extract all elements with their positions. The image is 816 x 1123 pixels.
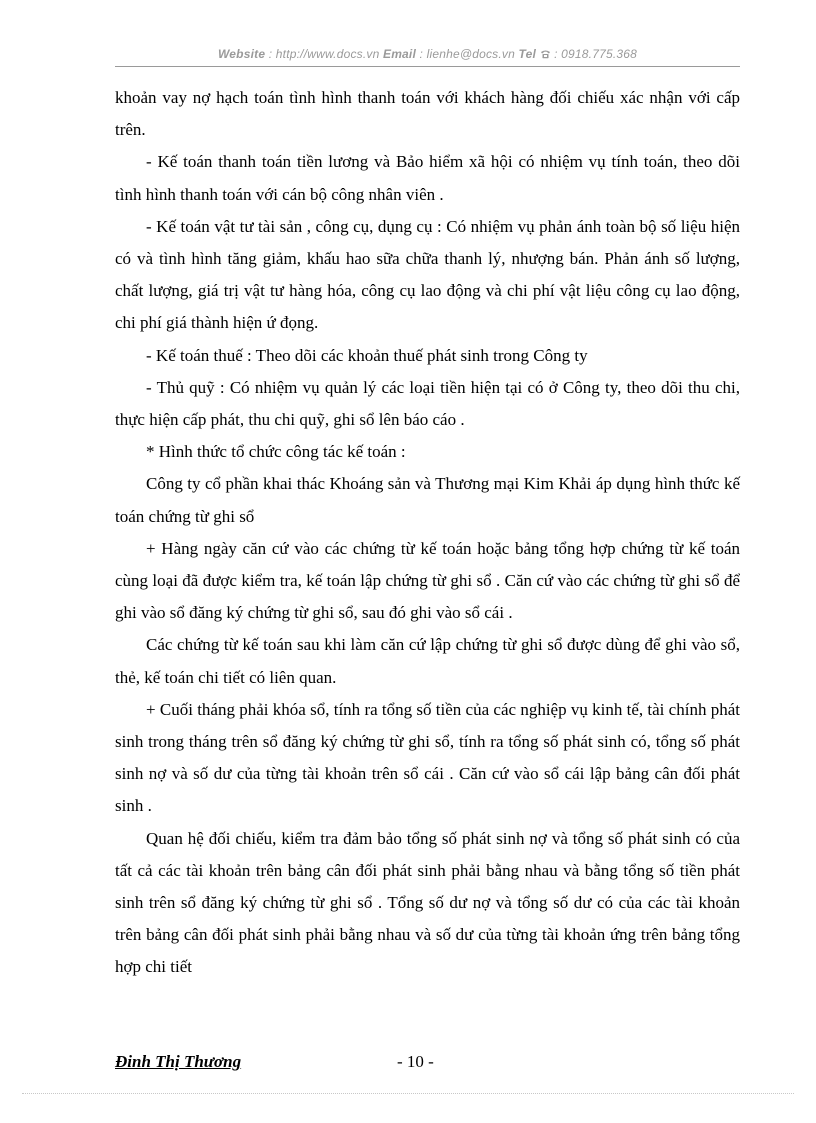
paragraph-10: + Cuối tháng phải khóa sổ, tính ra tổng số tiền của các nghiệp vụ kinh tế, tài chính phát sinh trong tháng trên sổ đăng ký chứng từ ghi sổ, tính ra tổng số phát sinh có, tổng số phát sinh nợ và số dư của từng tài khoản trên sổ cái . Căn cứ vào sổ cái lập bảng cân đối phát sinh . [115,699,740,816]
header-rule [115,66,740,67]
website-label: Website [218,47,266,61]
page-footer [115,1052,740,1078]
paragraph-5: - Thủ quỹ : Có nhiệm vụ quản lý các loại tiền hiện tại có ở Công ty, theo dõi thu chi, thực hiện cấp phát, thu chi quỹ, ghi sổ lên báo cáo . [115,377,740,430]
document-body [115,82,740,984]
paragraph-7: Công ty cổ phần khai thác Khoáng sản và Thương mại Kim Khải áp dụng hình thức kế toán chứng từ ghi sổ [115,474,740,526]
paragraph-9: Các chứng từ kế toán sau khi làm căn cứ lập chứng từ ghi sổ được dùng để ghi vào sổ, thẻ, kế toán chi tiết có liên quan. [115,635,740,687]
paragraph-2: - Kế toán thanh toán tiền lương và Bảo hiểm xã hội có nhiệm vụ tính toán, theo dõi tình hình thanh toán với cán bộ công nhân viên . [115,152,740,204]
paragraph-8: + Hàng ngày căn cứ vào các chứng từ kế toán hoặc bảng tổng hợp chứng từ kế toán cùng loại đã được kiểm tra, kế toán lập chứng từ ghi sổ . Căn cứ vào các chứng từ ghi sổ để ghi vào sổ đăng ký chứng từ ghi sổ, sau đó ghi vào sổ cái . [115,538,740,623]
page-number: - 10 - [397,1052,434,1071]
author-name: Đinh Thị Thương [115,1052,242,1071]
paragraph-4: - Kế toán thuế : Theo dõi các khoản thuế phát sinh trong Công ty [146,345,588,365]
page-header [115,47,740,62]
phone-icon [540,48,551,62]
tel-value: : 0918.775.368 [550,47,637,61]
email-label: Email [382,47,416,61]
bottom-divider [22,1093,794,1094]
paragraph-1: khoản vay nợ hạch toán tình hình thanh toán với khách hàng đối chiếu xác nhận với cấp trên. [115,88,740,140]
paragraph-6: * Hình thức tổ chức công tác kế toán : [146,442,406,462]
tel-label: Tel [518,47,537,61]
paragraph-11: Quan hệ đối chiếu, kiểm tra đảm bảo tổng số phát sinh nợ và tổng số phát sinh có của tất cả các tài khoản trên bảng cân đối phát sinh phải bằng nhau và bằng tổng số tiền phát sinh trên sổ đăng ký chứng từ ghi sổ . Tổng số dư nợ và tổng số dư có của các tài khoản trên bảng cân đối phát sinh phải bằng nhau và số dư của từng tài khoản ứng trên bảng tổng hợp chi tiết [115,828,740,977]
paragraph-3: - Kế toán vật tư tài sản , công cụ, dụng cụ : Có nhiệm vụ phản ánh toàn bộ số liệu hiện có và tình hình tăng giảm, khấu hao sữa chữa thanh lý, nhượng bán. Phản ánh số lượng, chất lượng, giá trị vật tư hàng hóa, công cụ lao động và chi phí vật liệu công cụ lao động, chi phí giá thành hiện ứ đọng. [115,216,740,333]
website-value: : http://www.docs.vn [265,47,383,61]
email-value: : lienhe@docs.vn [416,47,519,61]
